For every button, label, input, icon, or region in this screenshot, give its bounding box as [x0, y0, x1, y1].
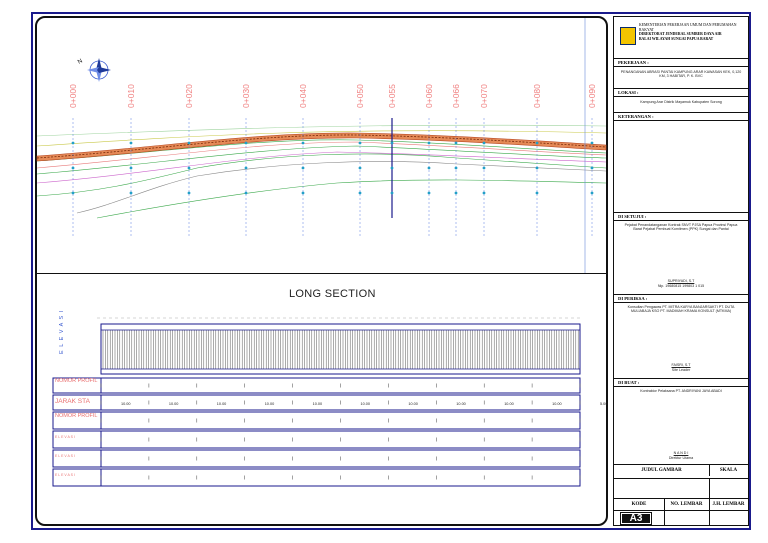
station-label: 0+080 — [532, 84, 542, 108]
survey-point — [536, 167, 539, 170]
station-label: 0+030 — [241, 84, 251, 108]
dibuat-role: Direktur Utama — [668, 456, 694, 460]
survey-point — [455, 167, 458, 170]
survey-point — [391, 142, 394, 145]
title-block — [613, 16, 749, 526]
diperiksa-name: FAISRI, S.T — [671, 363, 691, 367]
svg-text:N: N — [77, 58, 84, 66]
dibuat-header: DI BUAT : — [614, 379, 748, 387]
lokasi-text: Kampung Arar Distrik Mayamuk Kabupaten Sorong — [640, 100, 722, 104]
survey-point — [591, 167, 594, 170]
survey-point — [359, 142, 362, 145]
survey-point — [483, 142, 486, 145]
row-label-nomor-profil: NOMOR PROFIL — [55, 378, 98, 384]
pekerjaan-text: PENANGANAN ABRASI PANTAI KAMPUNG ARAR KAWASAN KEK, 0,120 KM, 3 HABITAR, P. K. BVC — [620, 70, 742, 79]
title-block-header — [614, 17, 748, 59]
survey-point — [428, 142, 431, 145]
survey-point — [130, 192, 133, 195]
distance-label: 10.00 — [168, 402, 179, 406]
judul-gambar-body — [614, 479, 748, 499]
station-label: 0+040 — [298, 84, 308, 108]
survey-point — [245, 142, 248, 145]
survey-point — [455, 142, 458, 145]
station-label: 0+066 — [451, 84, 461, 108]
elevation-hatch — [103, 330, 578, 369]
disetujui-name: SUPRIYADI, S.T — [667, 279, 695, 283]
survey-point — [302, 192, 305, 195]
elevasi-label: E L E V A S I — [59, 309, 65, 354]
row-label-4: E L E V A S I — [55, 435, 75, 439]
diperiksa-section — [614, 295, 748, 379]
drawing-frame — [35, 16, 608, 526]
long-section-title: LONG SECTION — [289, 288, 376, 300]
distance-label: 10.00 — [264, 402, 275, 406]
row-label-6: E L E V A S I — [55, 473, 75, 477]
station-label: 0+020 — [184, 84, 194, 108]
station-label: 0+050 — [355, 84, 365, 108]
pekerjaan-header: PEKERJAAN : — [614, 59, 748, 67]
long-section-svg — [37, 274, 606, 524]
lokasi-section — [614, 89, 748, 113]
survey-point — [359, 167, 362, 170]
distance-label: 10.00 — [216, 402, 227, 406]
survey-point — [130, 142, 133, 145]
keterangan-header: KETERANGAN : — [614, 113, 748, 121]
survey-point — [130, 167, 133, 170]
distance-label: 5.00 — [600, 402, 608, 406]
disetujui-text: Pejabat Penandatanganan Kontrak SNVT PJSA Papua Provinsi Papua Barat Pejabat Pembuat Komitmen (PPK) Sungai dan Pantai — [624, 223, 738, 232]
long-section — [37, 274, 606, 524]
station-label: 0+090 — [587, 84, 597, 108]
station-label: 0+055 — [387, 84, 397, 108]
survey-point — [428, 167, 431, 170]
station-markers — [68, 84, 597, 238]
disetujui-header: DI SETUJUI : — [614, 213, 748, 221]
survey-point — [391, 167, 394, 170]
survey-point — [455, 192, 458, 195]
kode-label: KODE — [614, 499, 665, 510]
diperiksa-text: Konsultan Pengawas PT. MITRA KARYA BANJARSAKTI PT. DUTA MULIABAJA KSO PT. MADIMAH KRAMA KONSULT (MTKMA) — [627, 305, 735, 314]
distance-label: 10.00 — [360, 402, 371, 406]
survey-point — [188, 167, 191, 170]
kode-row — [614, 499, 748, 511]
no-lembar-label: NO. LEMBAR — [664, 499, 710, 510]
survey-point — [188, 192, 191, 195]
judul-gambar-row — [614, 465, 748, 479]
paper-size-row — [614, 511, 748, 525]
survey-point — [591, 142, 594, 145]
station-label: 0+010 — [126, 84, 136, 108]
distance-label: 10.00 — [121, 402, 131, 406]
survey-point — [536, 142, 539, 145]
survey-point — [391, 192, 394, 195]
survey-point — [483, 167, 486, 170]
disetujui-section — [614, 213, 748, 295]
judul-gambar-label: JUDUL GAMBAR — [614, 465, 710, 476]
survey-point — [302, 142, 305, 145]
row-label-nomor-profil-2: NOMOR PROFIL — [55, 413, 98, 419]
dibuat-name: N A N D I — [673, 451, 689, 455]
station-label: 0+000 — [68, 84, 78, 108]
survey-point — [359, 192, 362, 195]
survey-point — [591, 192, 594, 195]
dibuat-text: Kontraktor Pelaksana PT. ANDRIYANI JAYA ABADI — [640, 389, 722, 393]
survey-point — [245, 167, 248, 170]
pekerjaan-section — [614, 59, 748, 89]
row-label-jarak-sta: JARAK STA — [55, 398, 90, 405]
station-label: 0+070 — [479, 84, 489, 108]
distance-label: 10.00 — [504, 402, 514, 406]
row-label-5: E L E V A S I — [55, 454, 75, 458]
survey-point — [72, 192, 75, 195]
distance-label: 10.00 — [312, 402, 323, 406]
plan-svg — [37, 18, 606, 273]
survey-point — [188, 142, 191, 145]
disetujui-nip: Nip. 19680815 199803 1 015 — [657, 284, 705, 288]
survey-point — [72, 167, 75, 170]
station-label: 0+060 — [424, 84, 434, 108]
diperiksa-header: DI PERIKSA : — [614, 295, 748, 303]
distance-label: 10.00 — [408, 402, 418, 406]
directorate-name: DIREKTORAT JENDERAL SUMBER DAYA AIR — [639, 32, 722, 37]
survey-point — [302, 167, 305, 170]
ministry-name: KEMENTERIAN PEKERJAAN UMUM DAN PERUMAHAN RAKYAT — [639, 23, 737, 32]
distance-label: 10.00 — [552, 402, 562, 406]
ministry-logo-icon — [620, 27, 636, 45]
paper-size-badge: A3 — [620, 512, 652, 525]
skala-label: SKALA — [719, 468, 738, 473]
survey-point — [245, 192, 248, 195]
contour-lines — [37, 125, 606, 218]
jh-lembar-label: J.H. LEMBAR — [712, 502, 745, 507]
diperiksa-role: Site Leader — [671, 368, 691, 372]
survey-point — [72, 142, 75, 145]
distance-label: 10.00 — [456, 402, 466, 406]
profile-table — [53, 378, 580, 486]
survey-point — [483, 192, 486, 195]
keterangan-section — [614, 113, 748, 213]
plan-view — [37, 18, 606, 274]
lokasi-header: LOKASI : — [614, 89, 748, 97]
survey-point — [536, 192, 539, 195]
north-arrow-icon — [77, 58, 111, 82]
dibuat-section — [614, 379, 748, 465]
survey-point — [428, 192, 431, 195]
balai-name: BALAI WILAYAH SUNGAI PAPUA BARAT — [639, 36, 714, 41]
